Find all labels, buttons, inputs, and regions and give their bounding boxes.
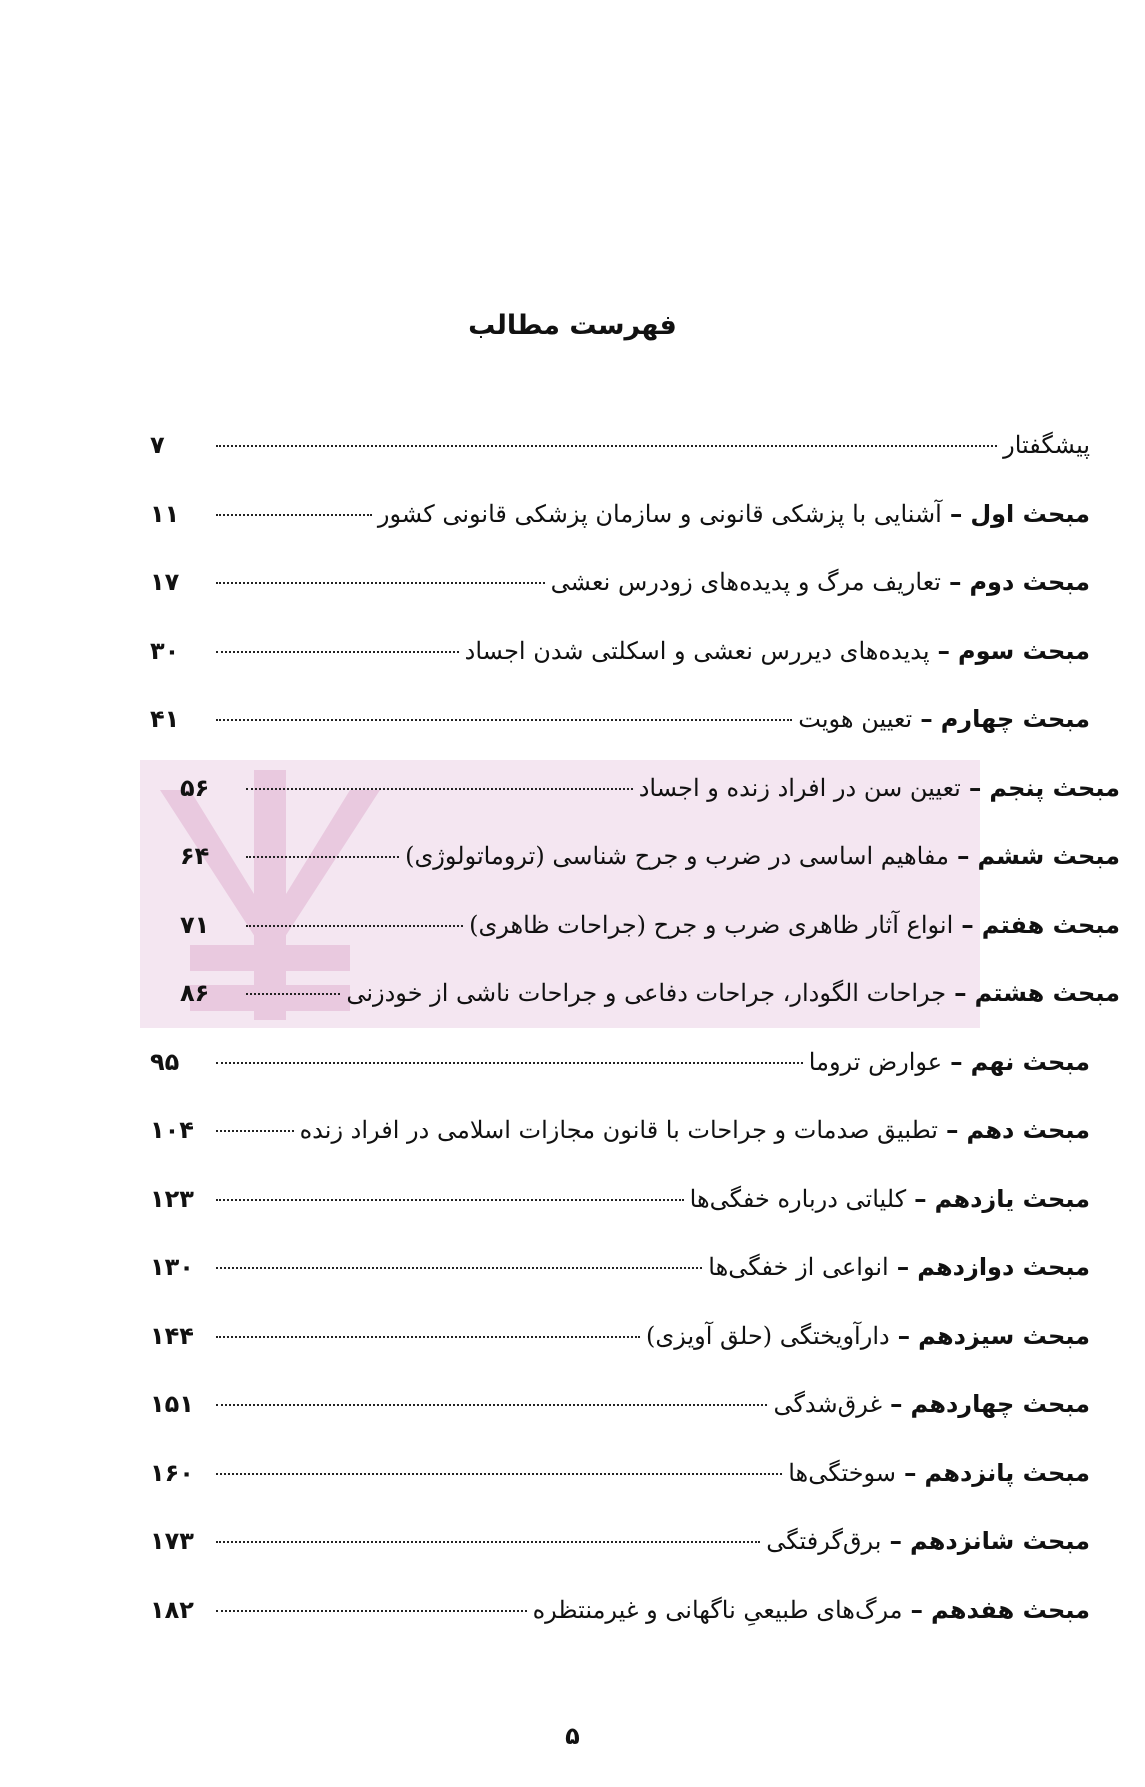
toc-entry: [150, 1521, 1090, 1590]
toc-entry-label: [551, 562, 1090, 602]
toc-page-number: ۱۷۳: [150, 1527, 194, 1555]
toc-chapter: مبحث هفدهم: [931, 1595, 1090, 1624]
toc-page-number: ۱۳۰: [150, 1253, 194, 1281]
toc-dash: –: [904, 1457, 917, 1487]
toc-entry: [150, 836, 1120, 905]
dot-leader: [216, 1404, 767, 1406]
toc-page-number: ۱۷: [150, 568, 180, 596]
toc-entry-label: [798, 699, 1090, 739]
dot-leader: [216, 1541, 760, 1543]
toc-entry-label: [773, 1384, 1090, 1424]
toc-entry: [150, 1247, 1090, 1316]
toc-entry-label: [708, 1247, 1090, 1287]
toc-chapter: مبحث شانزدهم: [909, 1527, 1090, 1555]
toc-page-number: ۷۱: [180, 910, 210, 939]
dot-leader: [246, 856, 399, 858]
dot-leader: [246, 925, 463, 927]
toc-chapter: مبحث پانزدهم: [924, 1458, 1090, 1487]
toc-entry: [150, 1042, 1090, 1111]
toc-title: آشنایی با پزشکی قانونی و سازمان پزشکی قانونی کشور: [377, 499, 942, 528]
dot-leader: [246, 993, 340, 995]
toc-chapter: مبحث چهاردهم: [910, 1390, 1090, 1418]
toc-dash: –: [954, 978, 967, 1007]
toc-chapter: مبحث دوازدهم: [917, 1253, 1090, 1281]
toc-dash: –: [920, 704, 933, 733]
toc-entry: [150, 905, 1120, 974]
toc-page-number: ۱۱: [150, 499, 180, 528]
toc-entry: [150, 562, 1090, 631]
toc-chapter: مبحث چهارم: [940, 705, 1090, 733]
toc-entry: [150, 1453, 1090, 1522]
toc-page-number: ۵۶: [180, 773, 210, 802]
toc-title: کلیاتی درباره خفگی‌ها: [689, 1184, 907, 1213]
toc-page-number: ۱۶۰: [150, 1458, 194, 1487]
toc-entry-label: [346, 973, 1120, 1013]
toc-dash: –: [937, 635, 951, 665]
toc-entry: [150, 1179, 1090, 1248]
toc-entry: [150, 494, 1090, 563]
toc-chapter: مبحث دهم: [966, 1116, 1090, 1144]
dot-leader: [216, 1062, 803, 1064]
toc-title: انواعی از خفگی‌ها: [708, 1253, 889, 1281]
toc-chapter: مبحث نهم: [970, 1047, 1090, 1076]
toc-title: جراحات الگودار، جراحات دفاعی و جراحات ناشی از خودزنی: [346, 979, 947, 1007]
toc-chapter: مبحث یازدهم: [934, 1184, 1090, 1213]
toc-page-number: ۱۰۴: [150, 1116, 194, 1144]
toc-dash: –: [890, 1389, 903, 1418]
toc-dash: –: [914, 1183, 927, 1213]
toc-chapter: مبحث سیزدهم: [918, 1321, 1090, 1350]
toc-entry-label: [469, 905, 1120, 945]
toc-entry-label: [1003, 425, 1090, 465]
toc-title: مفاهیم اساسی در ضرب و جرح شناسی (تروماتولوژی): [405, 842, 949, 870]
toc-entry: [150, 1384, 1090, 1453]
toc-entry-label: [405, 836, 1120, 876]
toc-chapter: مبحث دوم: [969, 568, 1090, 596]
toc-title: تعیین سن در افراد زنده و اجساد: [638, 773, 961, 802]
toc-title: انواع آثار ظاهری ضرب و جرح (جراحات ظاهری): [469, 910, 954, 939]
toc-dash: –: [897, 1320, 911, 1350]
toc-title: پدیده‌های دیررس نعشی و اسکلتی شدن اجساد: [464, 636, 930, 665]
toc-page-number: ۸۶: [180, 979, 210, 1007]
toc-page-number: ۶۴: [180, 842, 210, 870]
toc-dash: –: [889, 1526, 902, 1555]
table-of-contents: [150, 425, 1120, 1658]
toc-entry: [150, 631, 1090, 700]
toc-page-number: ۱۲۳: [150, 1184, 194, 1213]
toc-chapter: مبحث ششم: [977, 842, 1120, 870]
toc-entry: [150, 1110, 1090, 1179]
toc-title: سوختگی‌ها: [788, 1458, 897, 1487]
toc-chapter: مبحث هفتم: [981, 910, 1120, 939]
toc-title: عوارض تروما: [808, 1047, 943, 1076]
toc-entry: [150, 699, 1090, 768]
toc-chapter: مبحث پنجم: [989, 773, 1120, 802]
toc-page-number: ۳۰: [150, 636, 180, 665]
toc-dash: –: [896, 1252, 910, 1281]
toc-dash: –: [956, 841, 970, 870]
toc-title: غرق‌شدگی: [773, 1390, 883, 1418]
dot-leader: [246, 788, 633, 790]
dot-leader: [216, 1336, 640, 1338]
dot-leader: [216, 445, 997, 447]
toc-entry-label: [766, 1521, 1090, 1561]
dot-leader: [216, 582, 545, 584]
toc-entry: [150, 1590, 1090, 1659]
toc-entry-label: [788, 1453, 1090, 1493]
toc-dash: –: [946, 1115, 959, 1144]
toc-page-number: ۱۴۴: [150, 1321, 194, 1350]
dot-leader: [216, 1267, 702, 1269]
toc-entry-label: [533, 1590, 1090, 1630]
page-title: فهرست مطالب: [468, 310, 677, 341]
dot-leader: [216, 1610, 527, 1612]
toc-page-number: ۷: [150, 431, 165, 459]
toc-entry-label: [809, 1042, 1090, 1082]
toc-chapter: مبحث اول: [970, 499, 1090, 528]
dot-leader: [216, 514, 372, 516]
toc-entry-label: [378, 494, 1090, 534]
dot-leader: [216, 1199, 684, 1201]
toc-title: تطبیق صدمات و جراحات با قانون مجازات اسلامی در افراد زنده: [299, 1116, 938, 1144]
toc-entry: [150, 768, 1120, 837]
toc-entry-label: [646, 1316, 1090, 1356]
toc-page-number: ۱۵۱: [150, 1390, 194, 1418]
toc-entry-label: [300, 1110, 1090, 1150]
dot-leader: [216, 719, 792, 721]
toc-dash: –: [948, 567, 962, 596]
page-number: ۵: [565, 1722, 580, 1750]
dot-leader: [216, 1473, 782, 1475]
toc-dash: –: [968, 772, 982, 802]
dot-leader: [216, 651, 459, 653]
toc-dash: –: [910, 1594, 924, 1624]
toc-page-number: ۱۸۲: [150, 1595, 194, 1624]
toc-entry: [150, 425, 1090, 494]
toc-title: تعاریف مرگ و پدیده‌های زودرس نعشی: [550, 568, 941, 596]
toc-entry-label: [639, 768, 1120, 808]
toc-title: دارآویختگی (حلق آویزی): [646, 1321, 890, 1350]
toc-title: پیشگفتار: [1003, 431, 1090, 459]
toc-page-number: ۹۵: [150, 1047, 180, 1076]
toc-dash: –: [950, 1046, 963, 1076]
toc-chapter: مبحث سوم: [958, 636, 1090, 665]
toc-title: مرگ‌های طبیعیِ ناگهانی و غیرمنتظره: [532, 1595, 903, 1624]
toc-entry-label: [690, 1179, 1090, 1219]
toc-entry: [150, 973, 1120, 1042]
toc-title: تعیین هویت: [798, 705, 913, 733]
toc-entry: [150, 1316, 1090, 1385]
toc-page-number: ۴۱: [150, 705, 180, 733]
toc-dash: –: [961, 909, 974, 939]
toc-title: برق‌گرفتگی: [766, 1527, 882, 1555]
dot-leader: [216, 1130, 294, 1132]
toc-entry-label: [465, 631, 1090, 671]
toc-chapter: مبحث هشتم: [974, 979, 1120, 1007]
toc-dash: –: [949, 498, 963, 528]
